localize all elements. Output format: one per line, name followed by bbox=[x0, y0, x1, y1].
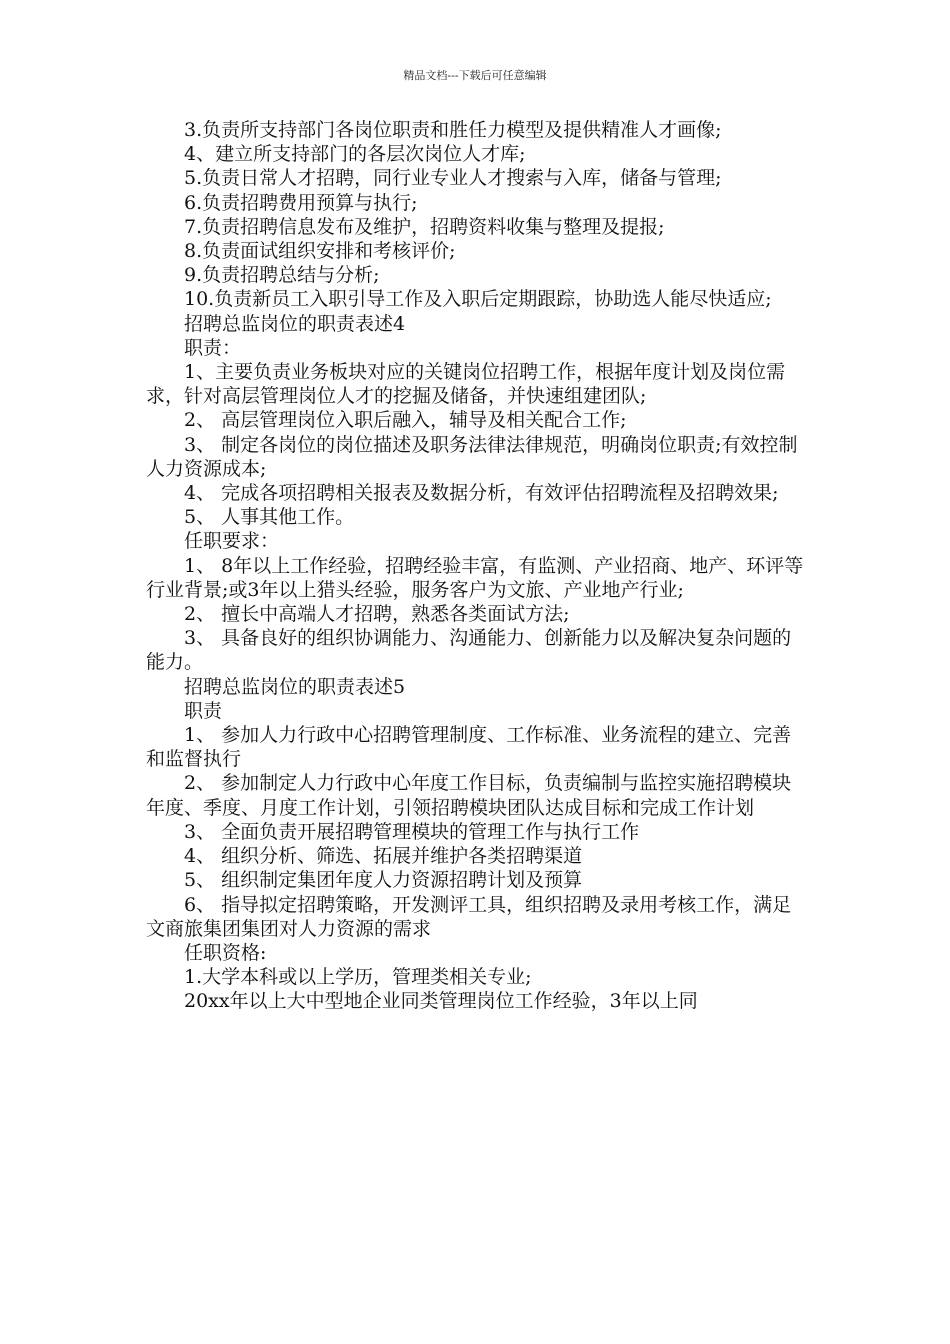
paragraph: 1、 参加人力行政中心招聘管理制度、工作标准、业务流程的建立、完善和监督执行 bbox=[146, 724, 792, 771]
paragraph: 5、 人事其他工作。 bbox=[184, 506, 355, 529]
paragraph: 3.负责所支持部门各岗位职责和胜任力模型及提供精准人才画像; bbox=[184, 119, 722, 141]
paragraph: 7.负责招聘信息发布及维护，招聘资料收集与整理及提报; bbox=[184, 215, 665, 238]
page-header: 精品文档---下载后可任意编辑 bbox=[403, 69, 547, 82]
paragraph: 8.负责面试组织安排和考核评价; bbox=[184, 240, 456, 263]
document-body bbox=[146, 118, 810, 1014]
paragraph: 3、 具备良好的组织协调能力、沟通能力、创新能力以及解决复杂问题的能力。 bbox=[146, 627, 792, 674]
paragraph: 10.负责新员工入职引导工作及入职后定期跟踪，协助选人能尽快适应; bbox=[184, 288, 772, 311]
paragraph: 职责 bbox=[184, 699, 223, 722]
paragraph: 任职资格: bbox=[184, 941, 267, 964]
paragraph: 6.负责招聘费用预算与执行; bbox=[184, 191, 418, 214]
paragraph: 2、 擅长中高端人才招聘，熟悉各类面试方法; bbox=[184, 603, 570, 626]
paragraph: 3、 制定各岗位的岗位描述及职务法律法律规范，明确岗位职责;有效控制人力资源成本; bbox=[146, 433, 798, 480]
paragraph: 1、主要负责业务板块对应的关键岗位招聘工作，根据年度计划及岗位需求，针对高层管理岗位人才的挖掘及储备，并快速组建团队; bbox=[146, 361, 786, 408]
paragraph: 4、 组织分析、筛选、拓展并维护各类招聘渠道 bbox=[184, 845, 583, 868]
paragraph: 6、 指导拟定招聘策略，开发测评工具，组织招聘及录用考核工作，满足文商旅集团集团对人力资源的需求 bbox=[146, 893, 792, 940]
paragraph: 2、 高层管理岗位入职后融入，辅导及相关配合工作; bbox=[184, 409, 627, 432]
paragraph: 任职要求： bbox=[184, 530, 280, 553]
paragraph: 9.负责招聘总结与分析; bbox=[184, 264, 380, 287]
paragraph: 4、建立所支持部门的各层次岗位人才库; bbox=[184, 143, 526, 166]
paragraph: 招聘总监岗位的职责表述5 bbox=[184, 675, 406, 698]
paragraph: 1、 8年以上工作经验，招聘经验丰富，有监测、产业招商、地产、环评等行业背景;或3年以上猎头经验，服务客户为文旅、产业地产行业; bbox=[146, 554, 804, 601]
paragraph: 5.负责日常人才招聘，同行业专业人才搜索与入库，储备与管理; bbox=[184, 167, 722, 190]
paragraph: 5、 组织制定集团年度人力资源招聘计划及预算 bbox=[184, 869, 583, 892]
paragraph: 4、 完成各项招聘相关报表及数据分析，有效评估招聘流程及招聘效果; bbox=[184, 482, 779, 505]
paragraph: 3、 全面负责开展招聘管理模块的管理工作与执行工作 bbox=[184, 820, 640, 843]
paragraph: 招聘总监岗位的职责表述4 bbox=[184, 312, 406, 335]
paragraph: 20xx年以上大中型地企业同类管理岗位工作经验，3年以上同 bbox=[184, 990, 698, 1013]
paragraph: 1.大学本科或以上学历，管理类相关专业; bbox=[184, 966, 532, 989]
paragraph: 2、 参加制定人力行政中心年度工作目标，负责编制与监控实施招聘模块年度、季度、月度工作计划，引领招聘模块团队达成目标和完成工作计划 bbox=[146, 772, 792, 819]
paragraph: 职责： bbox=[184, 336, 242, 359]
